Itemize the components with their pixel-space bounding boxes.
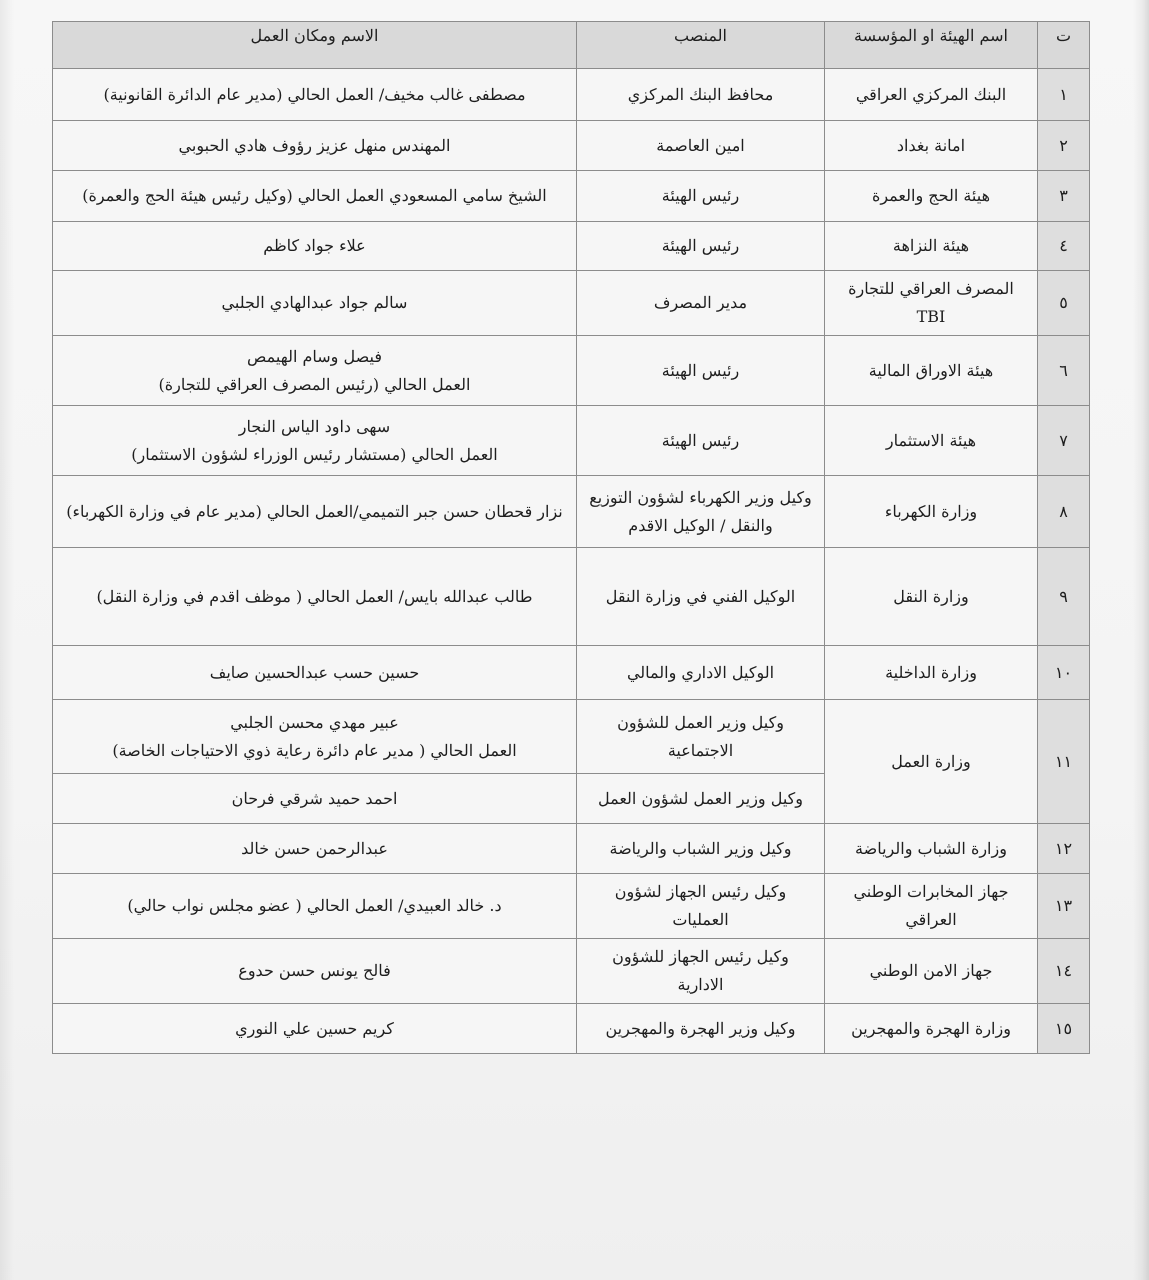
workplace-line: العمل الحالي (مستشار رئيس الوزراء لشؤون الاستثمار) (131, 444, 498, 464)
position-cell: رئيس الهيئة (577, 171, 825, 222)
row-number: ١٤ (1038, 939, 1090, 1004)
org-cell: جهاز الامن الوطني (825, 939, 1038, 1004)
table-row (53, 271, 1090, 336)
org-cell: البنك المركزي العراقي (825, 69, 1038, 121)
header-name: الاسم ومكان العمل (53, 22, 577, 69)
name-line: سهى داود الياس النجار (238, 416, 391, 436)
table-row (53, 646, 1090, 700)
name-cell: الشيخ سامي المسعودي العمل الحالي (وكيل رئيس هيئة الحج والعمرة) (53, 171, 577, 222)
table-row (53, 700, 1090, 774)
position-cell: امين العاصمة (577, 121, 825, 171)
org-cell: هيئة الحج والعمرة (825, 171, 1038, 222)
table-row (53, 69, 1090, 121)
position-cell (577, 700, 825, 774)
row-number: ١٣ (1038, 874, 1090, 939)
name-cell (53, 700, 577, 774)
row-number: ٨ (1038, 476, 1090, 548)
row-number: ٥ (1038, 271, 1090, 336)
table-row (53, 476, 1090, 548)
table-row (53, 874, 1090, 939)
table-row (53, 121, 1090, 171)
page-edge-shadow-right (1133, 0, 1149, 1280)
name-cell: فالح يونس حسن حدوع (53, 939, 577, 1004)
page-edge-shadow-left (0, 0, 14, 1280)
name-line: عبير مهدي محسن الجلبي (230, 712, 399, 732)
position-cell: وكيل وزير الهجرة والمهجرين (577, 1004, 825, 1054)
header-position: المنصب (577, 22, 825, 69)
appointments-table (52, 21, 1090, 1054)
table-row (53, 939, 1090, 1004)
position-cell: مدير المصرف (577, 271, 825, 336)
name-cell (53, 336, 577, 406)
org-cell: هيئة الاستثمار (825, 406, 1038, 476)
position-cell: وكيل وزير الشباب والرياضة (577, 824, 825, 874)
name-cell (53, 406, 577, 476)
row-number: ٩ (1038, 548, 1090, 646)
row-number: ٦ (1038, 336, 1090, 406)
name-cell: عبدالرحمن حسن خالد (53, 824, 577, 874)
position-cell: رئيس الهيئة (577, 406, 825, 476)
org-cell: وزارة الهجرة والمهجرين (825, 1004, 1038, 1054)
table-row (53, 222, 1090, 271)
name-cell: طالب عبدالله بايس/ العمل الحالي ( موظف اقدم في وزارة النقل) (53, 548, 577, 646)
name-cell: د. خالد العبيدي/ العمل الحالي ( عضو مجلس نواب حالي) (53, 874, 577, 939)
row-number: ١٢ (1038, 824, 1090, 874)
table-row (53, 824, 1090, 874)
table-row (53, 171, 1090, 222)
org-cell: وزارة الكهرباء (825, 476, 1038, 548)
name-cell: نزار قحطان حسن جبر التميمي/العمل الحالي (مدير عام في وزارة الكهرباء) (53, 476, 577, 548)
name-line: فيصل وسام الهيمص (247, 346, 382, 366)
org-cell: هيئة النزاهة (825, 222, 1038, 271)
workplace-line: العمل الحالي (رئيس المصرف العراقي للتجارة) (158, 374, 471, 394)
position-cell: وكيل رئيس الجهاز للشؤون الادارية (577, 939, 825, 1004)
header-org: اسم الهيئة او المؤسسة (825, 22, 1038, 69)
org-cell: امانة بغداد (825, 121, 1038, 171)
name-cell: سالم جواد عبدالهادي الجلبي (53, 271, 577, 336)
table-header-row (53, 22, 1090, 69)
name-cell: مصطفى غالب مخيف/ العمل الحالي (مدير عام الدائرة القانونية) (53, 69, 577, 121)
row-number: ١٥ (1038, 1004, 1090, 1054)
position-cell: الوكيل الاداري والمالي (577, 646, 825, 700)
name-cell: علاء جواد كاظم (53, 222, 577, 271)
position-line: والنقل / الوكيل الاقدم (628, 515, 773, 535)
org-cell: وزارة النقل (825, 548, 1038, 646)
table-row (53, 406, 1090, 476)
position-cell: رئيس الهيئة (577, 336, 825, 406)
name-cell: المهندس منهل عزيز رؤوف هادي الحبوبي (53, 121, 577, 171)
position-cell: رئيس الهيئة (577, 222, 825, 271)
row-number: ١ (1038, 69, 1090, 121)
workplace-line: العمل الحالي ( مدير عام دائرة رعاية ذوي الاحتياجات الخاصة) (112, 740, 517, 760)
row-number: ٧ (1038, 406, 1090, 476)
org-cell: المصرف العراقي للتجارة TBI (825, 271, 1038, 336)
position-cell: محافظ البنك المركزي (577, 69, 825, 121)
org-cell: هيئة الاوراق المالية (825, 336, 1038, 406)
row-number: ٢ (1038, 121, 1090, 171)
row-number: ١١ (1038, 700, 1090, 824)
row-number: ١٠ (1038, 646, 1090, 700)
name-cell: حسين حسب عبدالحسين صايف (53, 646, 577, 700)
org-cell: وزارة الداخلية (825, 646, 1038, 700)
org-cell: جهاز المخابرات الوطني العراقي (825, 874, 1038, 939)
table-row (53, 1004, 1090, 1054)
position-cell: الوكيل الفني في وزارة النقل (577, 548, 825, 646)
row-number: ٤ (1038, 222, 1090, 271)
name-cell: كريم حسين علي النوري (53, 1004, 577, 1054)
header-num: ت (1038, 22, 1090, 69)
org-cell: وزارة العمل (825, 700, 1038, 824)
table-row (53, 548, 1090, 646)
position-line: الاجتماعية (667, 740, 734, 760)
org-cell: وزارة الشباب والرياضة (825, 824, 1038, 874)
position-cell: وكيل رئيس الجهاز لشؤون العمليات (577, 874, 825, 939)
position-line: وكيل وزير العمل للشؤون (617, 712, 784, 732)
position-cell (577, 476, 825, 548)
row-number: ٣ (1038, 171, 1090, 222)
table-row (53, 336, 1090, 406)
position-cell: وكيل وزير العمل لشؤون العمل (577, 774, 825, 824)
name-cell: احمد حميد شرقي فرحان (53, 774, 577, 824)
position-line: وكيل وزير الكهرباء لشؤون التوزيع (589, 487, 812, 507)
